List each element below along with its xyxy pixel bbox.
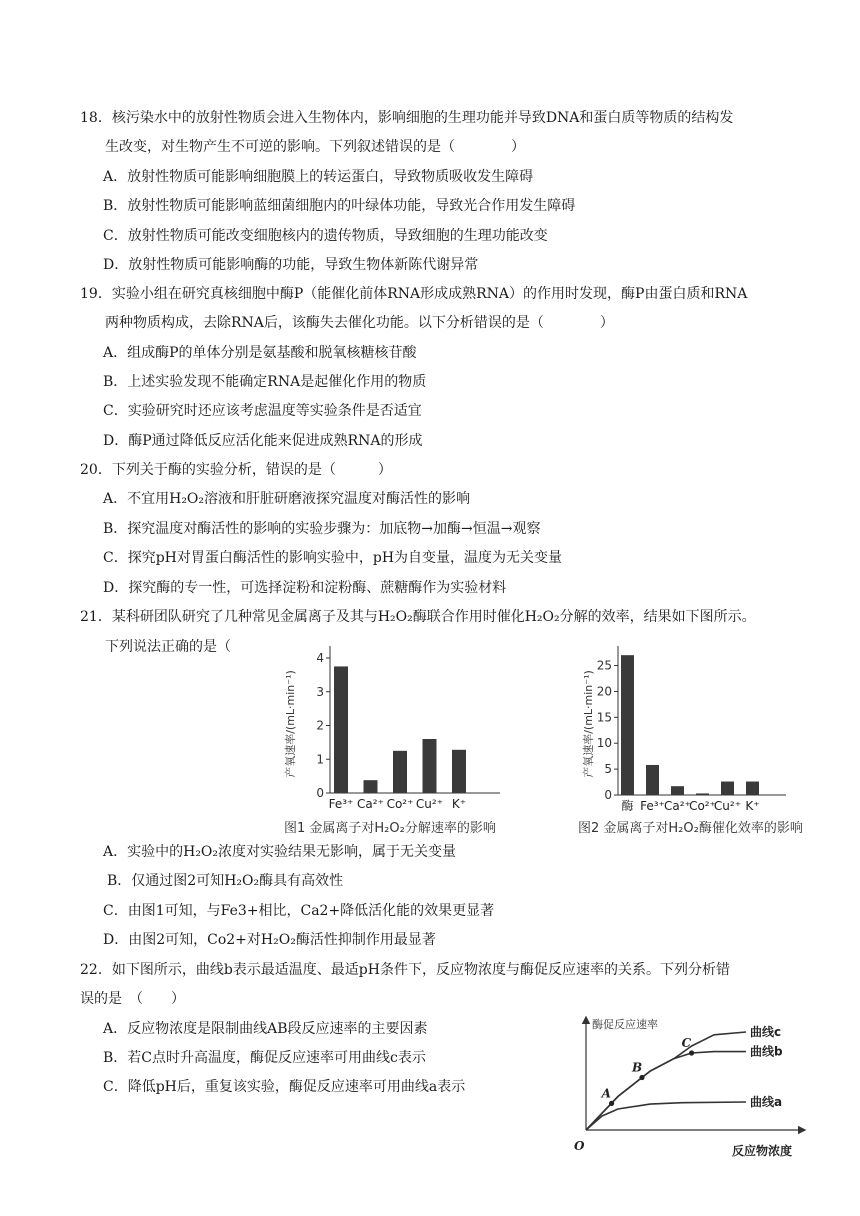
curve-label: 曲线c	[750, 1025, 782, 1039]
curve-line	[586, 1032, 746, 1130]
figure-3	[572, 1012, 812, 1164]
chart-1-bar	[334, 666, 348, 793]
chart-1-bar	[423, 739, 437, 793]
q22-option-c: C．降低pH后，重复该实验，酶促反应速率可用曲线a表示	[103, 1079, 466, 1095]
chart-2-tick-label: 5	[604, 762, 612, 777]
q19-option-a: A．组成酶P的单体分别是氨基酸和脱氧核糖核苷酸	[103, 345, 417, 361]
q18-option-b: B．放射性物质可能影响蓝细菌细胞内的叶绿体功能，导致光合作用发生障碍	[103, 198, 576, 214]
chart-1-tick-label: 4	[316, 651, 324, 665]
chart-2-bar	[621, 655, 634, 795]
q19-option-c: C．实验研究时还应该考虑温度等实验条件是否适宜	[103, 403, 422, 419]
q19-option-d: D．酶P通过降低反应活化能来促进成熟RNA的形成	[103, 433, 423, 449]
chart-3-svg	[572, 1012, 812, 1164]
curve-point-label: B	[632, 1060, 643, 1075]
curve-point	[689, 1050, 694, 1055]
q18-option-a: A．放射性物质可能影响细胞膜上的转运蛋白，导致物质吸收发生障碍	[103, 169, 534, 185]
chart-2-tick-label: 25	[596, 658, 612, 673]
q22-stem-line1: 22．如下图所示，曲线b表示最适温度、最适pH条件下，反应物浓度与酶促反应速率的关系。下列分析错	[80, 962, 730, 978]
chart-1-category-label: Co²⁺	[386, 797, 414, 811]
q19-stem-line1: 19．实验小组在研究真核细胞中酶P（能催化前体RNA形成成熟RNA）的作用时发现，酶P由蛋白质和RNA	[80, 286, 748, 302]
q21-option-c: C．由图1可知，与Fe3+相比，Ca2+降低活化能的效果更显著	[103, 903, 495, 919]
q21-stem-line2: 下列说法正确的是（	[105, 639, 231, 655]
curve-line	[586, 1102, 746, 1130]
q19-stem-line2: 两种物质构成，去除RNA后，该酶失去催化功能。以下分析错误的是（ ）	[105, 315, 614, 331]
curve-point	[639, 1075, 644, 1080]
figure-2	[574, 636, 839, 844]
q18-stem-line2: 生改变，对生物产生不可逆的影响。下列叙述错误的是（ ）	[105, 139, 525, 155]
chart-1-svg	[270, 636, 538, 844]
chart-1-category-label: Ca²⁺	[357, 797, 384, 811]
chart-2-tick-label: 10	[596, 736, 612, 751]
chart-2-category-label: Co²⁺	[689, 799, 716, 813]
chart-1-category-label: Cu²⁺	[415, 797, 444, 811]
q20-option-a: A．不宜用H₂O₂溶液和肝脏研磨液探究温度对酶活性的影响	[103, 491, 471, 507]
chart-2-tick-label: 15	[596, 710, 612, 725]
chart-1-caption: 图1 金属离子对H₂O₂分解速率的影响	[284, 821, 496, 836]
chart-1-tick-label: 3	[316, 684, 324, 699]
q18-option-d: D．放射性物质可能影响酶的功能，导致生物体新陈代谢异常	[103, 257, 479, 273]
curve-label: 曲线b	[750, 1044, 783, 1059]
chart-2-bar	[746, 782, 759, 795]
chart-2-tick-label: 20	[596, 684, 612, 699]
q21-option-b: B．仅通过图2可知H₂O₂酶具有高效性	[107, 873, 344, 889]
chart-2-caption: 图2 金属离子对H₂O₂酶催化效率的影响	[578, 821, 803, 836]
chart-1-y-label: 产氧速率/(mL·min⁻¹)	[284, 670, 297, 778]
chart-2-bar	[646, 765, 659, 795]
chart-1-bar	[452, 750, 466, 793]
q18-option-c: C．放射性物质可能改变细胞核内的遗传物质，导致细胞的生理功能改变	[103, 228, 548, 244]
chart-2-bar	[696, 793, 709, 795]
q22-stem-line2: 误的是 （ ）	[80, 991, 185, 1007]
q19-option-b: B．上述实验发现不能确定RNA是起催化作用的物质	[103, 374, 427, 390]
curve-point	[609, 1101, 614, 1106]
chart-2-tick-label: 0	[604, 788, 612, 802]
chart-1-category-label: Fe³⁺	[328, 797, 354, 811]
q20-option-c: C．探究pH对胃蛋白酶活性的影响实验中，pH为自变量，温度为无关变量	[103, 550, 563, 566]
q21-option-a: A．实验中的H₂O₂浓度对实验结果无影响，属于无关变量	[103, 844, 457, 860]
chart-1-tick-label: 1	[316, 752, 324, 767]
chart-2-category-label: Fe³⁺	[640, 799, 665, 813]
q22-option-b: B．若C点时升高温度，酶促反应速率可用曲线c表示	[103, 1050, 426, 1066]
chart-3-origin-label: O	[574, 1139, 585, 1153]
chart-2-category-label: 酶	[621, 799, 634, 813]
chart-2-category-label: Ca²⁺	[664, 799, 691, 813]
q18-stem-line1: 18．核污染水中的放射性物质会进入生物体内，影响细胞的生理功能并导致DNA和蛋白质等物质的结构发	[80, 110, 734, 126]
chart-2-bar	[671, 786, 684, 795]
curve-point-label: C	[681, 1036, 692, 1050]
chart-3-x-label: 反应物浓度	[732, 1144, 793, 1158]
chart-1-bar	[393, 751, 407, 793]
chart-1-tick-label: 2	[316, 718, 324, 733]
q21-stem-line1: 21．某科研团队研究了几种常见金属离子及其与H₂O₂酶联合作用时催化H₂O₂分解的效率，结果如下图所示。	[80, 609, 756, 625]
chart-2-svg	[574, 636, 839, 844]
chart-1-bar	[364, 780, 378, 793]
chart-2-category-label: Cu²⁺	[713, 799, 742, 813]
chart-1-tick-label: 0	[316, 786, 324, 800]
figure-1	[270, 636, 538, 844]
q20-option-d: D．探究酶的专一性，可选择淀粉和淀粉酶、蔗糖酶作为实验材料	[103, 580, 507, 596]
chart-3-y-label: 酶促反应速率	[592, 1018, 658, 1031]
chart-1-category-label: K⁺	[451, 797, 467, 811]
chart-2-bar	[721, 782, 734, 795]
curve-label: 曲线a	[750, 1095, 783, 1109]
q22-option-a: A．反应物浓度是限制曲线AB段反应速率的主要因素	[103, 1021, 428, 1037]
curve-point-label: A	[601, 1086, 611, 1101]
chart-2-category-label: K⁺	[745, 799, 760, 813]
q20-stem: 20．下列关于酶的实验分析，错误的是（ ）	[80, 462, 392, 478]
chart-2-y-label: 产氧速率/(mL·min⁻¹)	[582, 670, 595, 778]
q20-option-b: B．探究温度对酶活性的影响的实验步骤为：加底物→加酶→恒温→观察	[103, 521, 541, 537]
q21-option-d: D．由图2可知，Co2+对H₂O₂酶活性抑制作用最显著	[103, 932, 436, 948]
